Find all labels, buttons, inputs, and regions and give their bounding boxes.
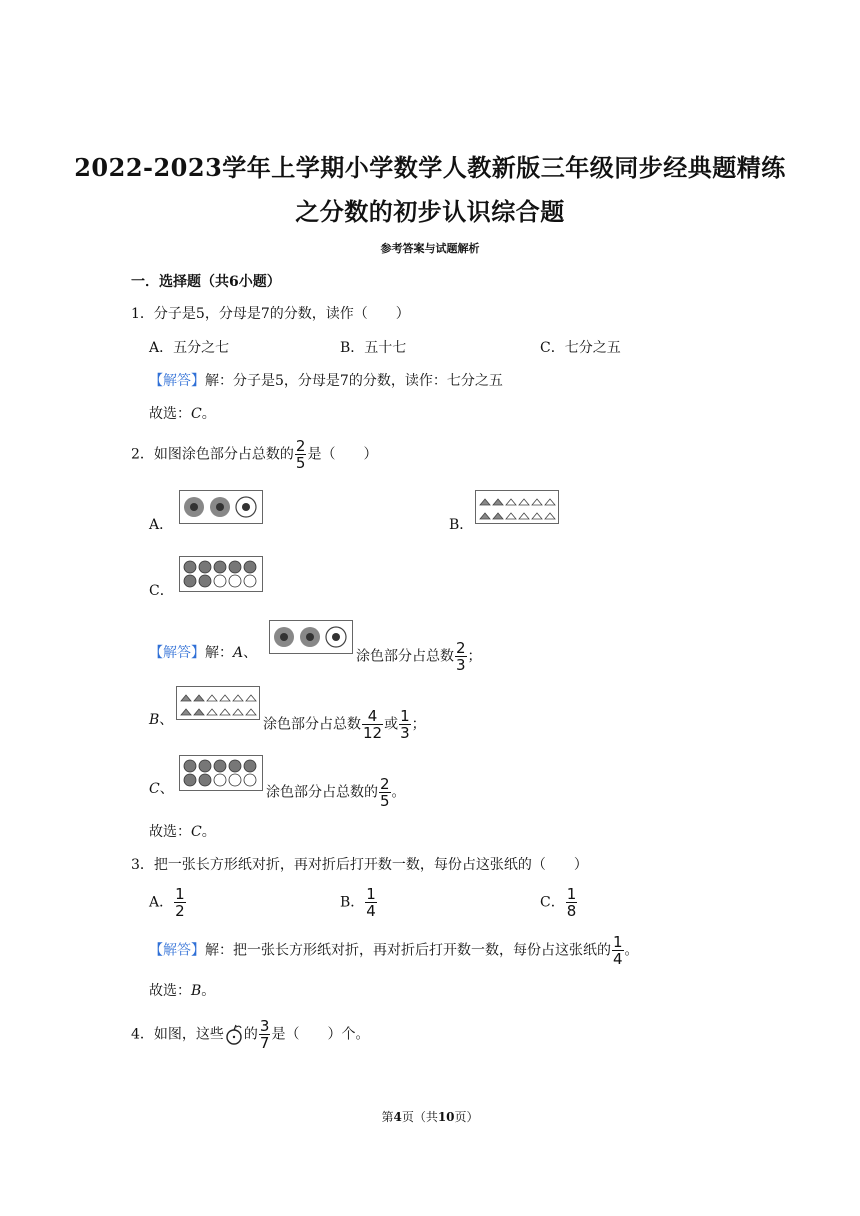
q4-stem-mid: 的 [243, 1026, 258, 1043]
house-picture-b [475, 490, 559, 524]
q3-answer [149, 934, 639, 967]
q1-option-b: B．五十七 [340, 340, 407, 356]
flower-picture-a [179, 490, 263, 524]
choice-letter: C [191, 824, 202, 840]
choice-prefix: 故选： [149, 983, 191, 999]
fraction: $\frac{4}{12}$ [363, 707, 383, 742]
page-number: 4 [393, 1110, 402, 1124]
page-title-line2: 之分数的初步认识综合题 [295, 197, 565, 226]
q2-stem-post: 是（ ） [307, 446, 378, 463]
choice-letter: B [191, 983, 202, 999]
q2-choice [149, 822, 216, 842]
answer-tag: 【解答】 [149, 942, 205, 959]
fraction: $\frac{3}{7}$ [259, 1017, 270, 1052]
q4-stem-pre: 4．如图，这些 [131, 1026, 224, 1043]
q3-option-c [540, 886, 578, 919]
fraction: $\frac{1}{3}$ [400, 707, 410, 742]
page-footer: 第4页（共10页） [381, 1110, 479, 1124]
answer-tag: 【解答】 [149, 645, 205, 661]
answer-prefix: 解： [205, 645, 233, 661]
answer-letter: A [233, 645, 244, 661]
fraction: $\frac{1}{8}$ [566, 885, 577, 920]
answer-text: 解：把一张长方形纸对折，再对折后打开数一数，每份占这张纸的 [205, 942, 611, 959]
flower-picture-answer [269, 620, 353, 654]
q1-option-c: C．七分之五 [540, 340, 621, 356]
flower-icon-shaded [184, 497, 204, 517]
q4-stem-post: 是（ ）个。 [271, 1026, 370, 1043]
fraction: $\frac{2}{5}$ [380, 775, 390, 810]
option-label: B． [340, 894, 365, 911]
answer-text: 涂色部分占总数的 [266, 784, 378, 801]
flower-icon-shaded [210, 497, 230, 517]
separator: 、 [243, 645, 258, 661]
fraction: $\frac{1}{4}$ [366, 885, 376, 920]
q1-answer-text: 解：分子是5，分母是7的分数，读作：七分之五 [205, 373, 503, 389]
q3-choice [149, 981, 215, 1001]
option-label: A． [149, 894, 174, 911]
answer-end: ； [467, 648, 482, 665]
choice-prefix: 故选： [149, 406, 191, 422]
answer-text: 涂色部分占总数 [356, 648, 454, 665]
answer-end: 。 [391, 784, 406, 801]
choice-letter: C [191, 406, 202, 422]
q2-answer-b-lead [149, 710, 173, 730]
q2-option-a-label: A． [149, 517, 174, 533]
answer-tag: 【解答】 [149, 373, 205, 389]
choice-suffix: 。 [201, 406, 216, 422]
q2-answer-a-lead [149, 643, 257, 663]
option-label: C． [540, 894, 565, 911]
answer-end: 。 [624, 942, 639, 959]
q4-stem [131, 1018, 369, 1051]
q3-stem: 3．把一张长方形纸对折，再对折后打开数一数，每份占这张纸的（ ） [131, 857, 588, 873]
q2-option-b-label: B． [449, 517, 474, 533]
fraction: $\frac{1}{2}$ [175, 885, 185, 920]
q2-stem [131, 438, 377, 471]
q1-option-a: A．五分之七 [149, 340, 230, 356]
answer-letter: B [149, 712, 160, 728]
page-total: 10 [437, 1110, 455, 1124]
q3-option-a [149, 886, 187, 919]
fraction: $\frac{1}{4}$ [613, 933, 623, 968]
answer-letter: C [149, 781, 160, 797]
fruit-picture-c [179, 556, 263, 592]
fruit-picture-answer [179, 755, 263, 791]
page-subtitle: 参考答案与试题解析 [380, 242, 480, 255]
page-title-line1: 2022-2023学年上学期小学数学人教新版三年级同步经典题精练 [74, 153, 786, 182]
house-picture-answer [176, 686, 260, 720]
fraction: $\frac{2}{3}$ [456, 639, 466, 674]
fraction: $\frac{2}{5}$ [295, 437, 306, 472]
choice-suffix: 。 [201, 824, 216, 840]
q2-answer-c-lead [149, 779, 174, 799]
flower-icon-blank [236, 497, 256, 517]
separator: 、 [159, 712, 174, 728]
q2-stem-pre: 2．如图涂色部分占总数的 [131, 446, 294, 463]
q2-answer-b-tail [263, 708, 426, 741]
choice-suffix: 。 [201, 983, 216, 999]
q1-choice [149, 404, 216, 424]
q3-option-b [340, 886, 378, 919]
q2-option-c-label: C． [149, 583, 174, 599]
q1-stem: 1．分子是5，分母是7的分数，读作（ ） [131, 306, 410, 322]
q2-answer-c-tail [266, 776, 406, 809]
apple-icon [224, 1023, 244, 1047]
section-heading: 一．选择题（共6小题） [131, 274, 281, 290]
q1-answer [149, 371, 503, 391]
separator: 、 [159, 781, 174, 797]
choice-prefix: 故选： [149, 824, 191, 840]
answer-text: 涂色部分占总数 [263, 716, 361, 733]
q2-answer-a-tail [356, 640, 482, 673]
or-word: 或 [384, 716, 399, 733]
answer-end: ； [411, 716, 426, 733]
